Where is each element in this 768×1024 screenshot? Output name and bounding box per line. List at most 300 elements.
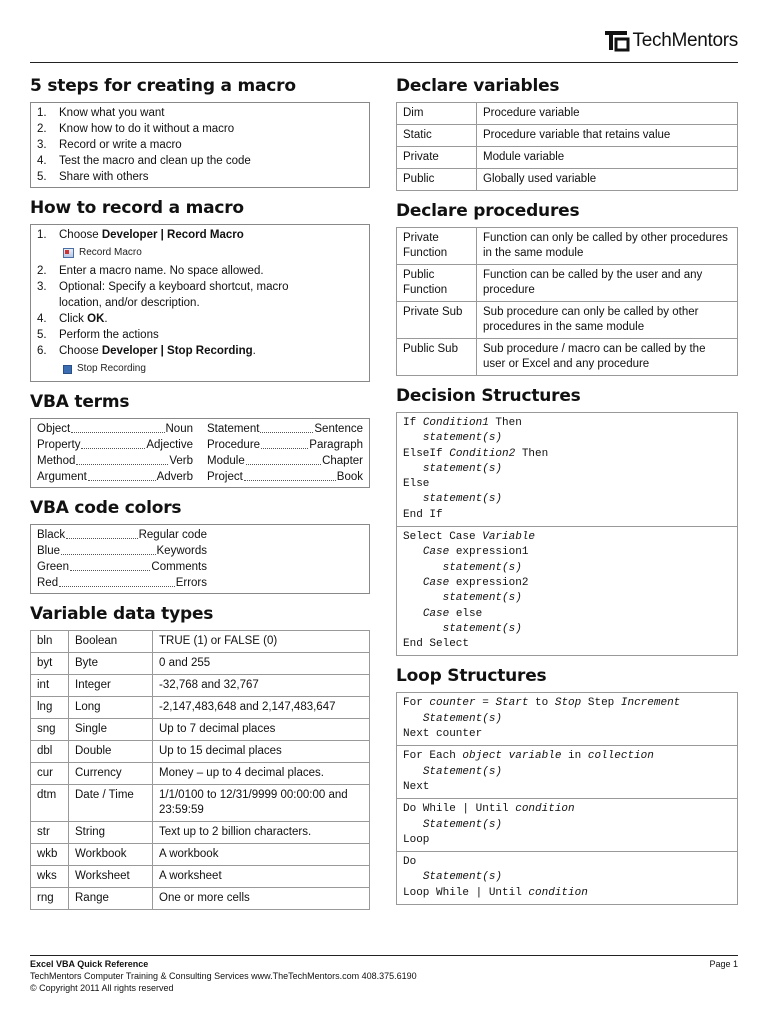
terms-section xyxy=(30,392,370,488)
step-item xyxy=(37,121,363,137)
code-placeholder: collection xyxy=(587,750,654,763)
code-keyword: expression1 xyxy=(449,546,529,559)
steps-section xyxy=(30,76,370,188)
term-value: Comments xyxy=(151,561,207,573)
code-keyword xyxy=(403,819,423,831)
step-command: Developer | Stop Recording xyxy=(101,345,253,357)
type-prefix: byt xyxy=(31,653,69,675)
step-number: 3. xyxy=(37,139,47,151)
logo-text: TechMentors xyxy=(632,30,738,51)
term-key: Procedure xyxy=(207,439,261,451)
declare-proc-row xyxy=(397,339,738,376)
code-placeholder: condition xyxy=(515,803,575,816)
code-keyword xyxy=(403,493,423,505)
leader-dots xyxy=(246,453,321,465)
stop-recording-label: Stop Recording xyxy=(77,363,146,374)
techmentors-logo xyxy=(604,30,738,52)
code-keyword: Step xyxy=(581,697,621,710)
type-prefix: cur xyxy=(31,763,69,785)
code-keyword: For xyxy=(403,697,430,710)
leader-dots xyxy=(66,527,137,539)
colors-list xyxy=(37,527,207,591)
declare-var-description: Globally used variable xyxy=(477,169,738,191)
record-step-1 xyxy=(37,227,363,243)
code-line xyxy=(403,492,731,507)
code-keyword xyxy=(403,562,443,574)
types-row xyxy=(31,888,370,910)
loop-code-block xyxy=(396,799,738,852)
select-case-code-block xyxy=(396,527,738,656)
types-row xyxy=(31,741,370,763)
type-range: 1/1/0100 to 12/31/9999 00:00:00 and 23:59:59 xyxy=(153,785,370,822)
code-line xyxy=(403,462,731,477)
code-line xyxy=(403,765,731,780)
code-placeholder: Case xyxy=(422,576,450,589)
types-row xyxy=(31,675,370,697)
term-row xyxy=(37,527,207,543)
term-row xyxy=(207,453,363,469)
step-item xyxy=(37,153,363,169)
type-name: Double xyxy=(69,741,153,763)
code-keyword: Loop xyxy=(403,833,430,846)
code-keyword xyxy=(403,463,423,475)
type-name: Long xyxy=(69,697,153,719)
types-row xyxy=(31,697,370,719)
declare-procs-section xyxy=(396,201,738,376)
code-keyword: End Select xyxy=(403,638,470,651)
code-keyword xyxy=(403,577,423,589)
types-row xyxy=(31,822,370,844)
term-value: Verb xyxy=(169,455,193,467)
left-column xyxy=(30,76,370,920)
code-keyword xyxy=(403,623,443,635)
type-name: Byte xyxy=(69,653,153,675)
types-row xyxy=(31,763,370,785)
terms-box xyxy=(30,418,370,488)
step-text: Perform the actions xyxy=(59,329,159,341)
code-keyword: End If xyxy=(403,508,443,521)
code-placeholder: Statement(s) xyxy=(422,818,503,831)
declare-var-keyword: Dim xyxy=(397,103,477,125)
types-row xyxy=(31,785,370,822)
code-keyword: Do xyxy=(403,856,417,869)
types-table xyxy=(30,630,370,910)
terms-left-column xyxy=(37,421,193,485)
type-range: -2,147,483,648 and 2,147,483,647 xyxy=(153,697,370,719)
type-prefix: dbl xyxy=(31,741,69,763)
step-text-end: . xyxy=(104,313,108,325)
type-range: Money – up to 4 decimal places. xyxy=(153,763,370,785)
code-line xyxy=(403,712,731,727)
if-code-block xyxy=(396,412,738,527)
code-line xyxy=(403,622,731,637)
types-heading: Variable data types xyxy=(30,604,214,624)
step-number: 1. xyxy=(37,229,47,241)
code-line xyxy=(403,447,731,462)
step-item xyxy=(37,105,363,121)
code-keyword: Next xyxy=(403,780,430,793)
step-number: 2. xyxy=(37,123,47,135)
step-item xyxy=(37,137,363,153)
code-keyword: else xyxy=(449,607,483,620)
code-placeholder: Variable xyxy=(482,531,536,544)
code-placeholder: counter xyxy=(429,697,476,710)
term-key: Project xyxy=(207,471,243,483)
type-prefix: bln xyxy=(31,631,69,653)
record-step-4 xyxy=(37,311,363,327)
footer-copyright: © Copyright 2011 All rights reserved xyxy=(30,983,174,993)
term-row xyxy=(37,575,207,591)
record-box xyxy=(30,224,370,382)
code-keyword xyxy=(403,608,423,620)
term-row xyxy=(207,437,363,453)
type-range: Text up to 2 billion characters. xyxy=(153,822,370,844)
code-placeholder: Condition1 xyxy=(422,417,489,429)
leader-dots xyxy=(261,437,308,449)
code-placeholder: statement(s) xyxy=(422,462,503,475)
type-prefix: wks xyxy=(31,866,69,888)
step-text: Optional: Specify a keyboard shortcut, macro xyxy=(59,281,289,293)
leader-dots xyxy=(260,421,313,433)
types-row xyxy=(31,719,370,741)
stop-recording-icon xyxy=(63,365,72,374)
code-line xyxy=(403,855,731,870)
step-text-end: . xyxy=(252,345,256,357)
declare-var-keyword: Static xyxy=(397,125,477,147)
term-row xyxy=(37,469,193,485)
code-line xyxy=(403,416,731,431)
code-line xyxy=(403,727,731,742)
declare-proc-description: Sub procedure / macro can be called by the user or Excel and any procedure xyxy=(477,339,738,376)
declare-var-keyword: Private xyxy=(397,147,477,169)
code-line xyxy=(403,508,731,523)
type-prefix: lng xyxy=(31,697,69,719)
code-keyword: Else xyxy=(403,478,430,491)
record-heading: How to record a macro xyxy=(30,198,244,218)
code-keyword: If xyxy=(403,417,423,429)
term-value: Chapter xyxy=(322,455,363,467)
leader-dots xyxy=(244,469,336,481)
step-command: Developer | Record Macro xyxy=(101,229,244,241)
step-text: Click xyxy=(59,313,88,325)
declare-proc-description: Sub procedure can only be called by other procedures in the same module xyxy=(477,302,738,339)
terms-heading: VBA terms xyxy=(30,392,130,412)
code-placeholder: Stop xyxy=(554,697,582,710)
term-value: Adjective xyxy=(146,439,193,451)
leader-dots xyxy=(71,421,164,433)
type-prefix: sng xyxy=(31,719,69,741)
step-number: 4. xyxy=(37,155,47,167)
term-row xyxy=(37,453,193,469)
type-name: Date / Time xyxy=(69,785,153,822)
term-row xyxy=(37,437,193,453)
footer-page-number: Page 1 xyxy=(709,959,738,969)
record-steps xyxy=(37,227,363,243)
declare-var-row xyxy=(397,125,738,147)
code-line xyxy=(403,886,731,901)
declare-proc-keyword: Public Function xyxy=(397,265,477,302)
term-key: Green xyxy=(37,561,69,573)
types-row xyxy=(31,866,370,888)
code-placeholder: condition xyxy=(528,886,588,899)
step-text: Know how to do it without a macro xyxy=(59,123,235,135)
term-value: Regular code xyxy=(138,529,207,541)
type-prefix: wkb xyxy=(31,844,69,866)
code-keyword xyxy=(403,592,443,604)
record-macro-label: Record Macro xyxy=(79,247,142,258)
step-command: OK xyxy=(87,313,105,325)
types-section xyxy=(30,604,370,910)
record-macro-button[interactable] xyxy=(63,243,363,263)
declare-var-description: Procedure variable that retains value xyxy=(477,125,738,147)
declare-procs-heading: Declare procedures xyxy=(396,201,580,221)
term-value: Adverb xyxy=(156,471,193,483)
type-name: Boolean xyxy=(69,631,153,653)
record-step-6 xyxy=(37,343,363,359)
declare-vars-section xyxy=(396,76,738,191)
decision-section xyxy=(396,386,738,656)
type-name: String xyxy=(69,822,153,844)
term-value: Paragraph xyxy=(309,439,363,451)
type-range: -32,768 and 32,767 xyxy=(153,675,370,697)
type-name: Single xyxy=(69,719,153,741)
code-placeholder: statement(s) xyxy=(442,622,522,635)
type-name: Workbook xyxy=(69,844,153,866)
loop-code-block xyxy=(396,746,738,799)
code-line xyxy=(403,431,731,446)
techmentors-logo-icon xyxy=(604,30,630,52)
term-key: Method xyxy=(37,455,76,467)
code-line xyxy=(403,637,731,652)
code-line xyxy=(403,530,731,545)
code-keyword xyxy=(403,432,423,444)
type-name: Integer xyxy=(69,675,153,697)
code-placeholder: statement(s) xyxy=(442,592,522,605)
term-row xyxy=(37,543,207,559)
term-row xyxy=(37,421,193,437)
code-placeholder: Statement(s) xyxy=(422,765,503,778)
code-line xyxy=(403,696,731,711)
record-step-2 xyxy=(37,263,363,279)
type-name: Worksheet xyxy=(69,866,153,888)
code-line xyxy=(403,833,731,848)
declare-proc-description: Function can be called by the user and any procedure xyxy=(477,265,738,302)
code-line xyxy=(403,477,731,492)
code-placeholder: object variable xyxy=(462,750,562,763)
declare-var-description: Procedure variable xyxy=(477,103,738,125)
type-range: A workbook xyxy=(153,844,370,866)
step-text: Enter a macro name. No space allowed. xyxy=(59,265,264,277)
term-row xyxy=(207,421,363,437)
code-placeholder: Case xyxy=(422,546,450,559)
header-rule xyxy=(30,62,738,63)
terms-right-column xyxy=(207,421,363,485)
step-text: Record or write a macro xyxy=(59,139,182,151)
term-key: Object xyxy=(37,423,71,435)
code-keyword xyxy=(403,871,423,883)
declare-var-row xyxy=(397,103,738,125)
step-text-cont: location, and/or description. xyxy=(59,297,200,309)
code-keyword: Select Case xyxy=(403,531,483,544)
code-placeholder: Condition2 xyxy=(449,447,516,460)
code-placeholder: statement(s) xyxy=(422,493,503,506)
stop-recording-button[interactable] xyxy=(63,359,363,379)
code-keyword: Do While | Until xyxy=(403,803,516,816)
code-keyword xyxy=(403,713,423,725)
declare-var-row xyxy=(397,147,738,169)
code-placeholder: statement(s) xyxy=(422,432,503,445)
types-row xyxy=(31,631,370,653)
code-placeholder: Statement(s) xyxy=(422,871,503,884)
decision-heading: Decision Structures xyxy=(396,386,581,406)
record-step-3 xyxy=(37,279,363,311)
term-row xyxy=(37,559,207,575)
type-range: One or more cells xyxy=(153,888,370,910)
loop-code-blocks xyxy=(396,692,738,905)
declare-proc-keyword: Public Sub xyxy=(397,339,477,376)
type-prefix: dtm xyxy=(31,785,69,822)
step-number: 2. xyxy=(37,265,47,277)
code-placeholder: Case xyxy=(422,607,450,620)
record-section xyxy=(30,198,370,382)
term-key: Property xyxy=(37,439,81,451)
leader-dots xyxy=(88,469,156,481)
type-prefix: int xyxy=(31,675,69,697)
code-line xyxy=(403,818,731,833)
code-line xyxy=(403,749,731,764)
steps-box xyxy=(30,102,370,188)
type-range: Up to 15 decimal places xyxy=(153,741,370,763)
code-keyword: Then xyxy=(488,417,522,429)
leader-dots xyxy=(81,437,145,449)
declare-procs-table xyxy=(396,227,738,376)
term-key: Blue xyxy=(37,545,61,557)
step-number: 5. xyxy=(37,171,47,183)
code-keyword: Next counter xyxy=(403,728,483,741)
code-keyword: Loop While | Until xyxy=(403,886,529,899)
loops-section xyxy=(396,666,738,905)
declare-var-description: Module variable xyxy=(477,147,738,169)
code-keyword xyxy=(403,546,423,558)
type-name: Range xyxy=(69,888,153,910)
step-text: Share with others xyxy=(59,171,149,183)
code-line xyxy=(403,545,731,560)
types-row xyxy=(31,653,370,675)
term-key: Red xyxy=(37,577,59,589)
colors-heading: VBA code colors xyxy=(30,498,182,518)
term-row xyxy=(207,469,363,485)
step-text: Know what you want xyxy=(59,107,165,119)
code-placeholder: Statement(s) xyxy=(422,712,503,725)
code-line xyxy=(403,561,731,576)
step-number: 3. xyxy=(37,281,47,293)
leader-dots xyxy=(70,559,150,571)
code-line xyxy=(403,802,731,817)
footer-company-line: TechMentors Computer Training & Consulting Services www.TheTechMentors.com 408.375.6190 xyxy=(30,971,417,981)
code-line xyxy=(403,576,731,591)
term-value: Book xyxy=(336,471,363,483)
step-text: Test the macro and clean up the code xyxy=(59,155,251,167)
type-range: Up to 7 decimal places xyxy=(153,719,370,741)
record-macro-icon xyxy=(63,248,74,258)
code-placeholder: Start xyxy=(495,697,529,710)
step-text: Choose xyxy=(59,345,102,357)
step-number: 1. xyxy=(37,107,47,119)
leader-dots xyxy=(61,543,155,555)
declare-proc-row xyxy=(397,228,738,265)
code-line xyxy=(403,870,731,885)
declare-proc-row xyxy=(397,302,738,339)
code-keyword: Then xyxy=(515,447,549,460)
code-line xyxy=(403,607,731,622)
footer xyxy=(30,955,738,994)
types-row xyxy=(31,844,370,866)
declare-proc-row xyxy=(397,265,738,302)
declare-vars-table xyxy=(396,102,738,191)
code-keyword: = xyxy=(475,697,496,710)
step-number: 6. xyxy=(37,345,47,357)
code-keyword: For Each xyxy=(403,750,463,763)
step-item xyxy=(37,169,363,185)
colors-section xyxy=(30,498,370,594)
loop-code-block xyxy=(396,692,738,746)
declare-proc-keyword: Private Function xyxy=(397,228,477,265)
term-key: Argument xyxy=(37,471,87,483)
code-keyword: expression2 xyxy=(449,576,529,589)
type-prefix: str xyxy=(31,822,69,844)
type-range: TRUE (1) or FALSE (0) xyxy=(153,631,370,653)
code-keyword: in xyxy=(561,750,588,763)
type-prefix: rng xyxy=(31,888,69,910)
type-range: A worksheet xyxy=(153,866,370,888)
term-key: Module xyxy=(207,455,245,467)
steps-list xyxy=(37,105,363,185)
type-name: Currency xyxy=(69,763,153,785)
code-placeholder: Increment xyxy=(620,697,681,710)
code-line xyxy=(403,591,731,606)
footer-doc-title: Excel VBA Quick Reference xyxy=(30,959,149,969)
record-step-5 xyxy=(37,327,363,343)
code-keyword: ElseIf xyxy=(403,447,450,460)
term-key: Statement xyxy=(207,423,260,435)
term-value: Noun xyxy=(165,423,193,435)
step-text: Choose xyxy=(59,229,102,241)
term-value: Keywords xyxy=(156,545,207,557)
colors-box xyxy=(30,524,370,594)
right-column xyxy=(396,76,738,915)
leader-dots xyxy=(76,453,168,465)
loops-heading: Loop Structures xyxy=(396,666,547,687)
code-keyword xyxy=(403,766,423,778)
declare-proc-keyword: Private Sub xyxy=(397,302,477,339)
declare-var-keyword: Public xyxy=(397,169,477,191)
step-number: 5. xyxy=(37,329,47,341)
code-placeholder: statement(s) xyxy=(442,561,522,574)
declare-proc-description: Function can only be called by other procedures in the same module xyxy=(477,228,738,265)
declare-var-row xyxy=(397,169,738,191)
steps-heading: 5 steps for creating a macro xyxy=(30,76,296,96)
term-value: Sentence xyxy=(314,423,363,435)
code-line xyxy=(403,780,731,795)
term-value: Errors xyxy=(175,577,207,589)
record-steps-cont xyxy=(37,263,363,359)
declare-vars-heading: Declare variables xyxy=(396,76,560,96)
term-key: Black xyxy=(37,529,66,541)
step-number: 4. xyxy=(37,313,47,325)
leader-dots xyxy=(59,575,175,587)
type-range: 0 and 255 xyxy=(153,653,370,675)
code-keyword: to xyxy=(528,697,555,710)
